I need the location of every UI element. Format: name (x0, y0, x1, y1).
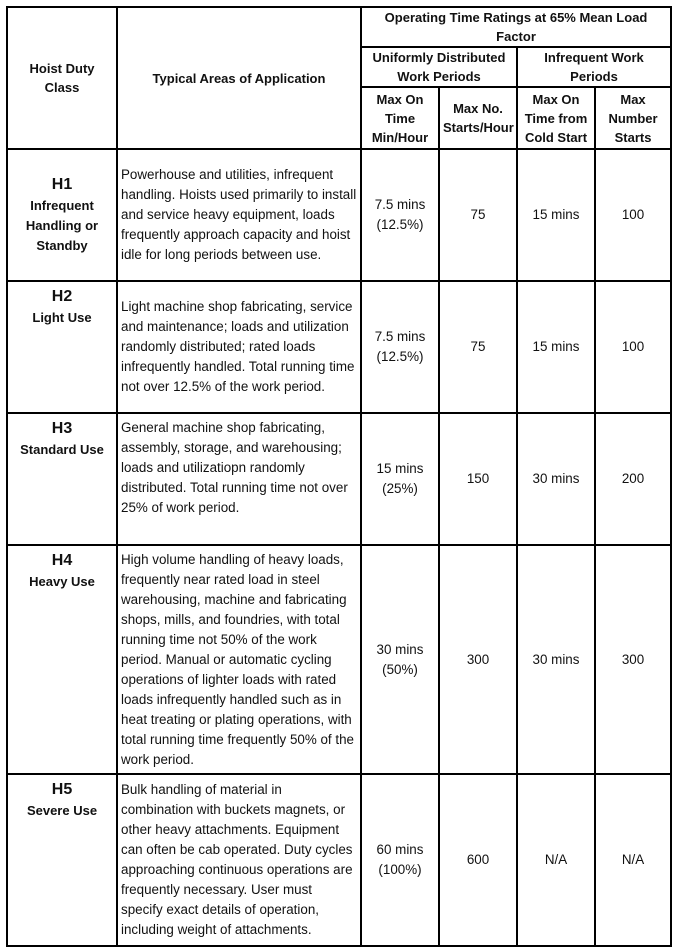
duty-class-name: Severe Use (26, 803, 98, 818)
hoist-duty-table-container (6, 6, 672, 947)
table-row (7, 545, 671, 774)
duty-class-cell (7, 774, 117, 946)
header-max-on-time: Max On Time Min/Hour (361, 87, 439, 149)
header-max-starts: Max No. Starts/Hour (439, 87, 517, 149)
duty-class-name: Light Use (32, 310, 92, 325)
header-max-number-starts: Max Number Starts (595, 87, 671, 149)
header-hoist-duty-class: Hoist Duty Class (7, 7, 117, 149)
header-uniformly-distributed: Uniformly Distributed Work Periods (361, 47, 517, 87)
max-on-time-value: 15 mins (376, 461, 424, 476)
header-typical-areas: Typical Areas of Application (117, 7, 361, 149)
table-row (7, 413, 671, 545)
max-on-time-value: 60 mins (376, 842, 424, 857)
table-row (7, 149, 671, 281)
application-description: General machine shop fabricating, assembly, storage, and warehousing; loads and utilizatiopn randomly distributed. Total running time not over 25% of work period. (117, 413, 361, 545)
table-row (7, 774, 671, 946)
duty-class-name: Infrequent Handling or Standby (25, 198, 99, 253)
max-on-time-cold-value: 15 mins (517, 149, 595, 281)
max-starts-value: 75 (439, 281, 517, 413)
application-description: Bulk handling of material in combination with buckets magnets, or other heavy attachments. Equipment can often be cab operated. Duty cycles approaching continuous operations are frequently necessary. User must specify exact details of operation, including weight of attachments. (117, 774, 361, 946)
duty-class-cell (7, 413, 117, 545)
max-starts-value: 300 (439, 545, 517, 774)
max-number-starts-value: 300 (595, 545, 671, 774)
max-number-starts-value: N/A (595, 774, 671, 946)
max-on-time-cell (361, 281, 439, 413)
max-on-time-value: 30 mins (376, 641, 424, 657)
hoist-duty-table (6, 6, 672, 947)
header-infrequent-work-periods: Infrequent Work Periods (517, 47, 671, 87)
max-on-time-cell (361, 149, 439, 281)
max-on-time-percent: (50%) (382, 661, 418, 677)
duty-class-cell (7, 281, 117, 413)
duty-class-name: Standard Use (20, 442, 104, 457)
max-starts-value: 600 (439, 774, 517, 946)
max-number-starts-value: 200 (595, 413, 671, 545)
max-on-time-cold-value: 30 mins (517, 545, 595, 774)
max-number-starts-value: 100 (595, 281, 671, 413)
max-on-time-cell (361, 774, 439, 946)
max-on-time-value: 7.5 mins (374, 197, 426, 212)
max-on-time-percent: (25%) (382, 481, 418, 496)
application-description: Light machine shop fabricating, service and maintenance; loads and utilization randomly distributed; rated loads infrequently handled. Total running time not over 12.5% of the work period. (117, 281, 361, 413)
application-description: High volume handling of heavy loads, frequently near rated load in steel warehousing, machine and fabricating shops, mills, and foundries, with total running time not 50% of the work period. Manual or automatic cycling operations of lighter loads with rated loads infrequently handled such as in heat treating or plating operations, with total running time frequently 50% of the work period. (117, 545, 361, 774)
max-on-time-cold-value: N/A (517, 774, 595, 946)
header-operating-time-ratings: Operating Time Ratings at 65% Mean Load Factor (361, 7, 671, 47)
max-on-time-cold-value: 15 mins (517, 281, 595, 413)
duty-class-code: H3 (51, 420, 73, 437)
max-on-time-value: 7.5 mins (374, 329, 426, 344)
max-on-time-percent: (12.5%) (376, 217, 424, 232)
max-on-time-percent: (100%) (378, 862, 422, 877)
table-row (7, 281, 671, 413)
max-on-time-percent: (12.5%) (376, 349, 424, 364)
max-on-time-cell (361, 545, 439, 774)
duty-class-name: Heavy Use (29, 574, 95, 589)
duty-class-code: H1 (51, 176, 73, 193)
max-on-time-cold-value: 30 mins (517, 413, 595, 545)
duty-class-code: H4 (51, 552, 73, 569)
max-on-time-cell (361, 413, 439, 545)
application-description: Powerhouse and utilities, infrequent handling. Hoists used primarily to install and service heavy equipment, loads frequently approach capacity and hoist idle for long periods between use. (117, 149, 361, 281)
duty-class-cell (7, 545, 117, 774)
max-starts-value: 150 (439, 413, 517, 545)
max-number-starts-value: 100 (595, 149, 671, 281)
duty-class-code: H5 (51, 781, 73, 798)
duty-class-cell (7, 149, 117, 281)
duty-class-code: H2 (51, 288, 73, 305)
max-starts-value: 75 (439, 149, 517, 281)
header-max-on-time-cold-start: Max On Time from Cold Start (517, 87, 595, 149)
